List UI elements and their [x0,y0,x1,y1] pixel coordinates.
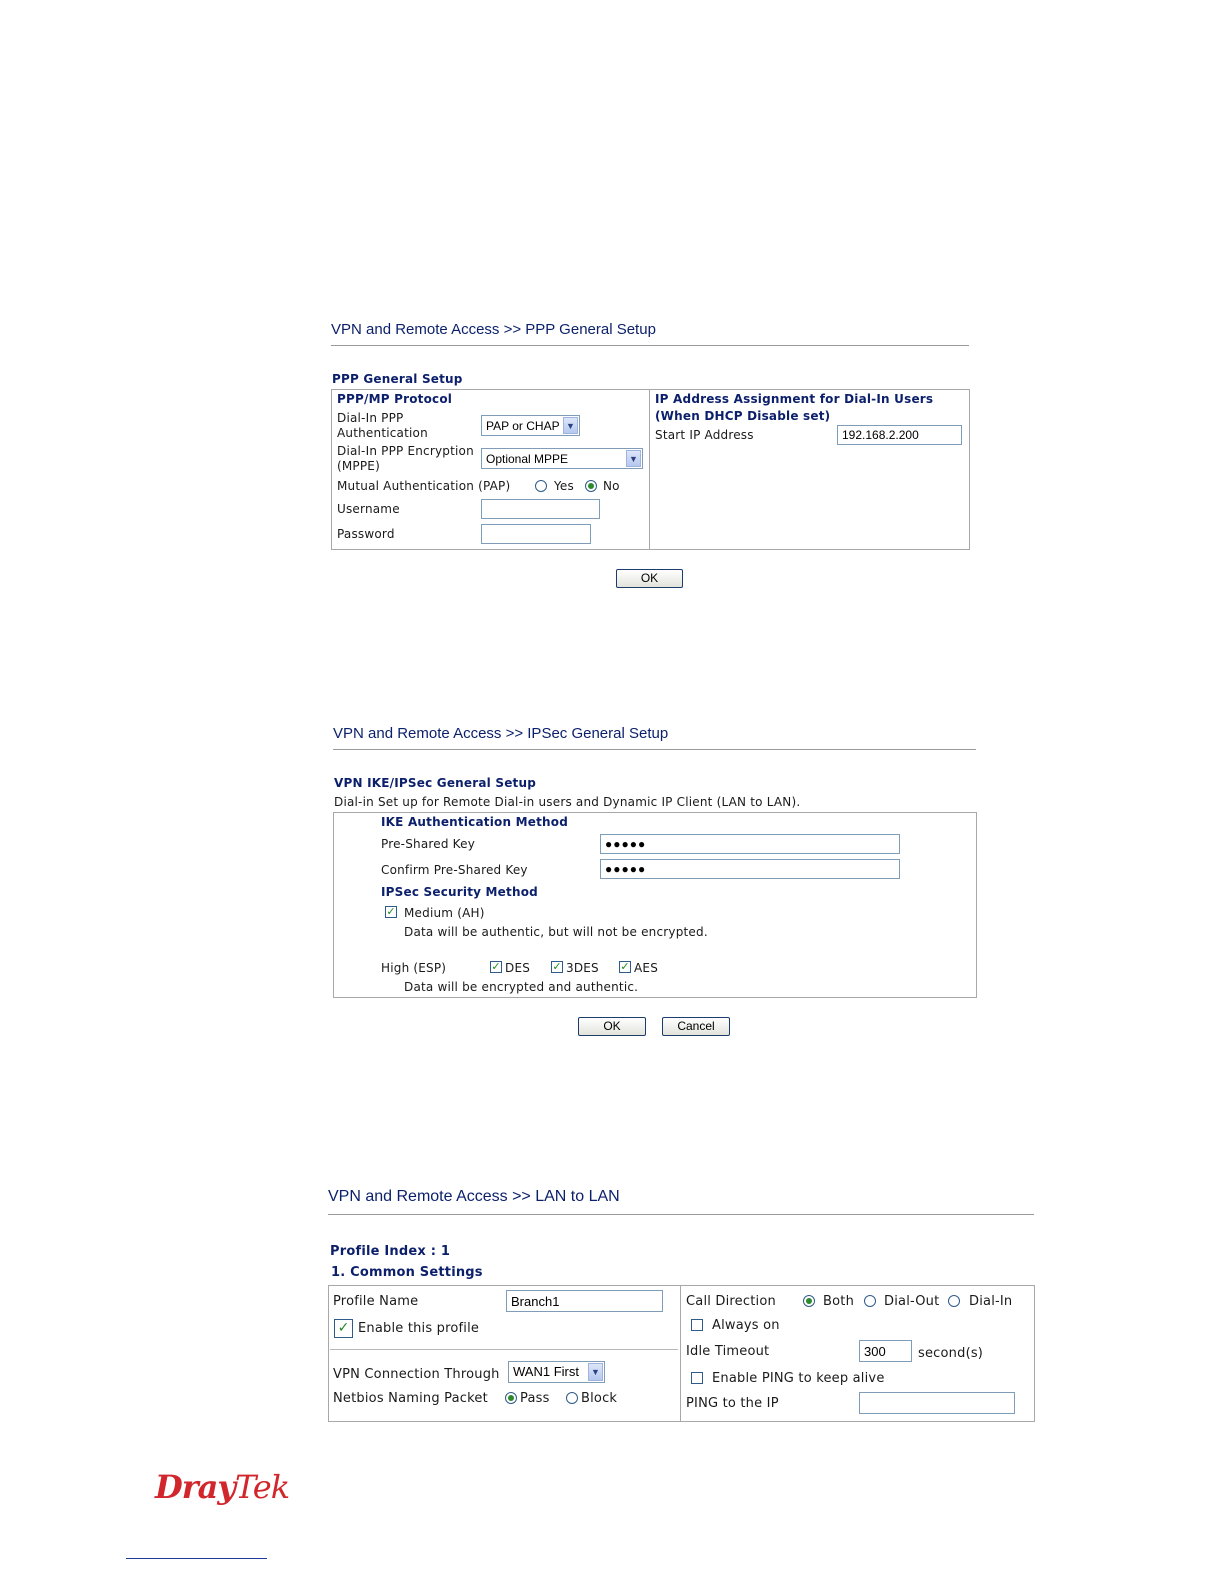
chevron-down-icon: ▼ [563,417,578,434]
column-divider [649,389,650,550]
footer-rule [126,1558,267,1559]
mutual-auth-yes-radio[interactable] [535,480,547,492]
enable-ping-checkbox[interactable] [691,1372,703,1384]
start-ip-input[interactable] [837,425,962,445]
mutual-auth-no-label: No [603,479,620,493]
enable-profile-label: Enable this profile [358,1321,480,1336]
ipsec-security-heading: IPSec Security Method [381,885,538,899]
page-title: VPN and Remote Access >> PPP General Setup [331,321,656,338]
aes-checkbox[interactable]: ✓ [620,960,630,973]
mutual-auth-yes-label: Yes [554,479,574,493]
3des-label: 3DES [566,961,599,975]
ip-assignment-heading: IP Address Assignment for Dial-In Users [655,392,934,406]
section-description: Dial-in Set up for Remote Dial-in users and Dynamic IP Client (LAN to LAN). [334,795,801,809]
draytek-logo [155,1468,289,1506]
medium-ah-label: Medium (AH) [404,906,485,920]
ike-auth-heading: IKE Authentication Method [381,815,568,829]
password-input[interactable] [481,524,591,544]
mutual-auth-label: Mutual Authentication (PAP) [337,479,511,493]
netbios-block-label: Block [581,1391,618,1406]
title-divider [333,749,976,750]
logo-text-tek: Tek [234,1468,290,1506]
idle-timeout-label: Idle Timeout [686,1344,770,1359]
profile-name-input[interactable] [506,1290,663,1312]
ppp-mp-protocol-heading: PPP/MP Protocol [337,392,453,406]
ping-ip-input[interactable] [859,1392,1015,1414]
medium-ah-checkbox[interactable]: ✓ [386,905,396,918]
ok-button[interactable]: OK [578,1017,646,1036]
netbios-pass-label: Pass [520,1391,550,1406]
encryption-select-value: Optional MPPE [486,452,569,466]
high-esp-label: High (ESP) [381,961,447,975]
confirm-psk-input[interactable] [600,859,900,879]
profile-name-label: Profile Name [333,1294,419,1309]
column-divider [680,1285,681,1422]
chevron-down-icon: ▼ [626,450,641,467]
enable-ping-label: Enable PING to keep alive [712,1371,885,1386]
auth-select-value: PAP or CHAP [486,419,560,433]
des-checkbox[interactable]: ✓ [491,960,501,973]
auth-label-line1: Dial-In PPP [337,411,404,425]
call-direction-dialout-label: Dial-Out [884,1294,940,1309]
aes-label: AES [634,961,659,975]
high-esp-description: Data will be encrypted and authentic. [404,980,639,994]
profile-index: Profile Index : 1 [330,1244,451,1259]
always-on-label: Always on [712,1318,780,1333]
title-divider [331,345,969,346]
section-title: VPN IKE/IPSec General Setup [334,776,537,790]
page-title: VPN and Remote Access >> IPSec General Setup [333,725,669,742]
des-label: DES [505,961,531,975]
connection-through-value: WAN1 First [513,1364,579,1379]
always-on-checkbox[interactable] [691,1319,703,1331]
netbios-pass-radio[interactable] [505,1392,517,1404]
ok-button[interactable]: OK [616,569,683,588]
enc-label-line1: Dial-In PPP Encryption [337,444,474,458]
username-input[interactable] [481,499,600,519]
title-divider [328,1214,1034,1215]
call-direction-label: Call Direction [686,1294,776,1309]
common-settings-title: 1. Common Settings [331,1265,483,1280]
3des-checkbox[interactable]: ✓ [552,960,562,973]
logo-text-dray: Dray [155,1468,235,1506]
idle-timeout-input[interactable] [859,1340,912,1362]
encryption-select[interactable] [481,448,643,469]
ip-assignment-subheading: (When DHCP Disable set) [655,409,831,423]
chevron-down-icon: ▼ [588,1363,603,1381]
call-direction-dialout-radio[interactable] [864,1295,876,1307]
call-direction-both-label: Both [823,1294,855,1309]
netbios-label: Netbios Naming Packet [333,1391,488,1406]
cancel-button[interactable]: Cancel [662,1017,730,1036]
section-title: PPP General Setup [332,372,463,386]
ping-ip-label: PING to the IP [686,1396,779,1411]
username-label: Username [337,502,400,516]
call-direction-both-radio[interactable] [803,1295,815,1307]
psk-input[interactable] [600,834,900,854]
password-label: Password [337,527,395,541]
ppp-settings-table [331,389,970,550]
auth-label-line2: Authentication [337,426,428,440]
start-ip-label: Start IP Address [655,428,754,442]
row-divider [330,1349,678,1350]
netbios-block-radio[interactable] [566,1392,578,1404]
call-direction-dialin-radio[interactable] [948,1295,960,1307]
medium-ah-description: Data will be authentic, but will not be encrypted. [404,925,708,939]
idle-timeout-unit: second(s) [918,1346,984,1361]
enable-profile-checkbox[interactable]: ✓ [334,1319,353,1338]
connection-through-select[interactable] [508,1361,605,1383]
mutual-auth-no-radio[interactable] [585,480,597,492]
connection-through-label: VPN Connection Through [333,1367,500,1382]
enc-label-line2: (MPPE) [337,459,380,473]
page-title: VPN and Remote Access >> LAN to LAN [328,1188,620,1205]
auth-select[interactable] [481,415,580,436]
call-direction-dialin-label: Dial-In [969,1294,1013,1309]
confirm-psk-label: Confirm Pre-Shared Key [381,863,528,877]
psk-label: Pre-Shared Key [381,837,476,851]
